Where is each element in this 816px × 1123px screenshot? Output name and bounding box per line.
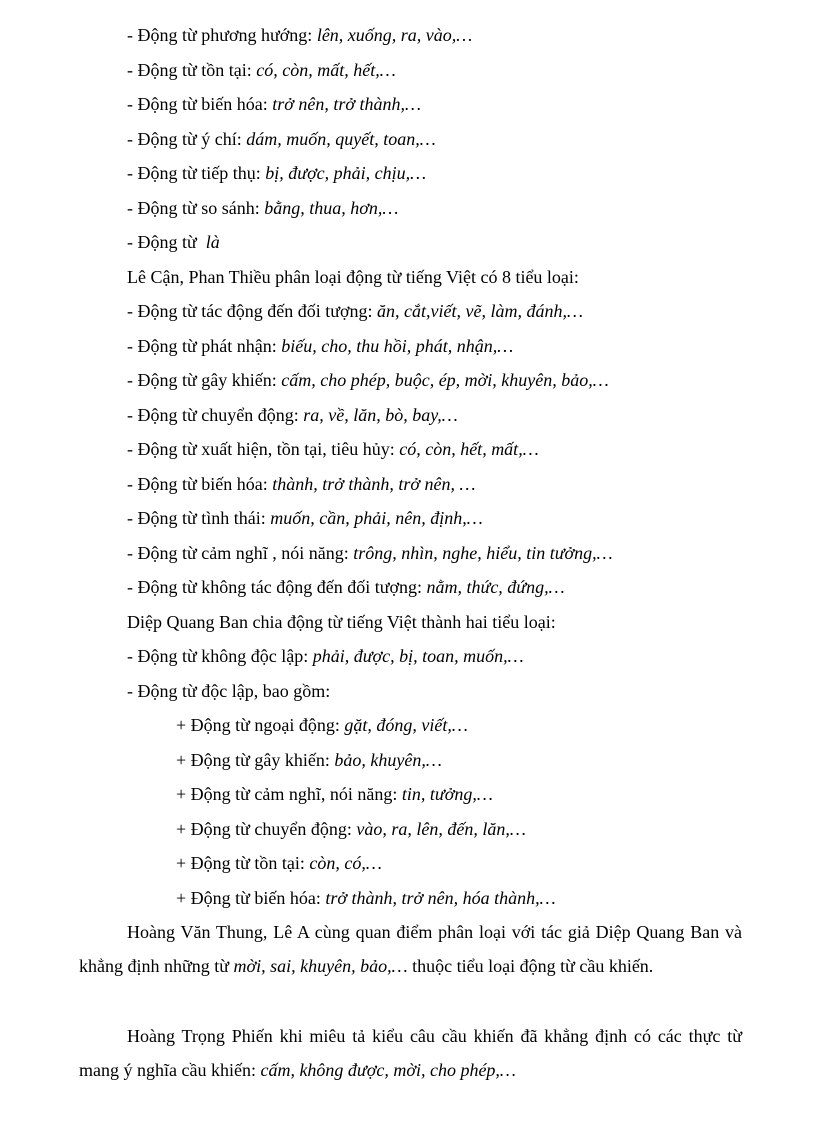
sub-list-item: + Động từ gây khiến: bảo, khuyên,… xyxy=(176,750,442,770)
sub-list-item: + Động từ tồn tại: còn, có,… xyxy=(176,853,382,873)
list-item: - Động từ so sánh: bằng, thua, hơn,… xyxy=(127,198,399,218)
list-item: - Động từ ý chí: dám, muốn, quyết, toan,… xyxy=(127,129,436,149)
list-item: - Động từ gây khiến: cấm, cho phép, buộc, ép, mời, khuyên, bảo,… xyxy=(127,370,609,390)
list-item: - Động từ là xyxy=(127,232,220,252)
list-item: - Động từ xuất hiện, tồn tại, tiêu hủy: có, còn, hết, mất,… xyxy=(127,439,539,459)
list-item: - Động từ biến hóa: trở nên, trở thành,… xyxy=(127,94,421,114)
list-item: - Động từ độc lập, bao gồm: xyxy=(127,681,331,701)
list-item: - Động từ không độc lập: phải, được, bị, toan, muốn,… xyxy=(127,646,524,666)
list-item: - Động từ tiếp thụ: bị, được, phải, chịu,… xyxy=(127,163,427,183)
list-item: - Động từ không tác động đến đối tượng: nằm, thức, đứng,… xyxy=(127,577,565,597)
sub-list-item: + Động từ chuyển động: vào, ra, lên, đến, lăn,… xyxy=(176,819,526,839)
sub-list-item: + Động từ ngoại động: gặt, đóng, viết,… xyxy=(176,715,468,735)
sub-list-item: + Động từ cảm nghĩ, nói năng: tin, tưởng,… xyxy=(176,784,493,804)
list-item: - Động từ phát nhận: biếu, cho, thu hồi, phát, nhận,… xyxy=(127,336,514,356)
section-intro: Diệp Quang Ban chia động từ tiếng Việt thành hai tiểu loại: xyxy=(127,612,556,632)
body-paragraph: Hoàng Trọng Phiến khi miêu tả kiểu câu cầu khiến đã khẳng định có các thực từ mang ý nghĩa cầu khiến: cấm, không được, mời, cho phép,… xyxy=(79,1026,742,1081)
list-item: - Động từ phương hướng: lên, xuống, ra, vào,… xyxy=(127,25,473,45)
list-item: - Động từ tình thái: muốn, cần, phải, nên, định,… xyxy=(127,508,483,528)
list-item: - Động từ tồn tại: có, còn, mất, hết,… xyxy=(127,60,396,80)
list-item: - Động từ cảm nghĩ , nói năng: trông, nhìn, nghe, hiểu, tin tưởng,… xyxy=(127,543,613,563)
list-item: - Động từ tác động đến đối tượng: ăn, cắt,viết, vẽ, làm, đánh,… xyxy=(127,301,583,321)
sub-list-item: + Động từ biến hóa: trở thành, trở nên, hóa thành,… xyxy=(176,888,556,908)
section-intro: Lê Cận, Phan Thiều phân loại động từ tiếng Việt có 8 tiểu loại: xyxy=(127,267,579,287)
list-item: - Động từ biến hóa: thành, trở thành, trở nên, … xyxy=(127,474,476,494)
list-item: - Động từ chuyển động: ra, về, lăn, bò, bay,… xyxy=(127,405,458,425)
body-paragraph: Hoàng Văn Thung, Lê A cùng quan điểm phân loại với tác giả Diệp Quang Ban và khẳng định những từ mời, sai, khuyên, bảo,… thuộc tiểu loại động từ cầu khiến. xyxy=(79,922,742,977)
